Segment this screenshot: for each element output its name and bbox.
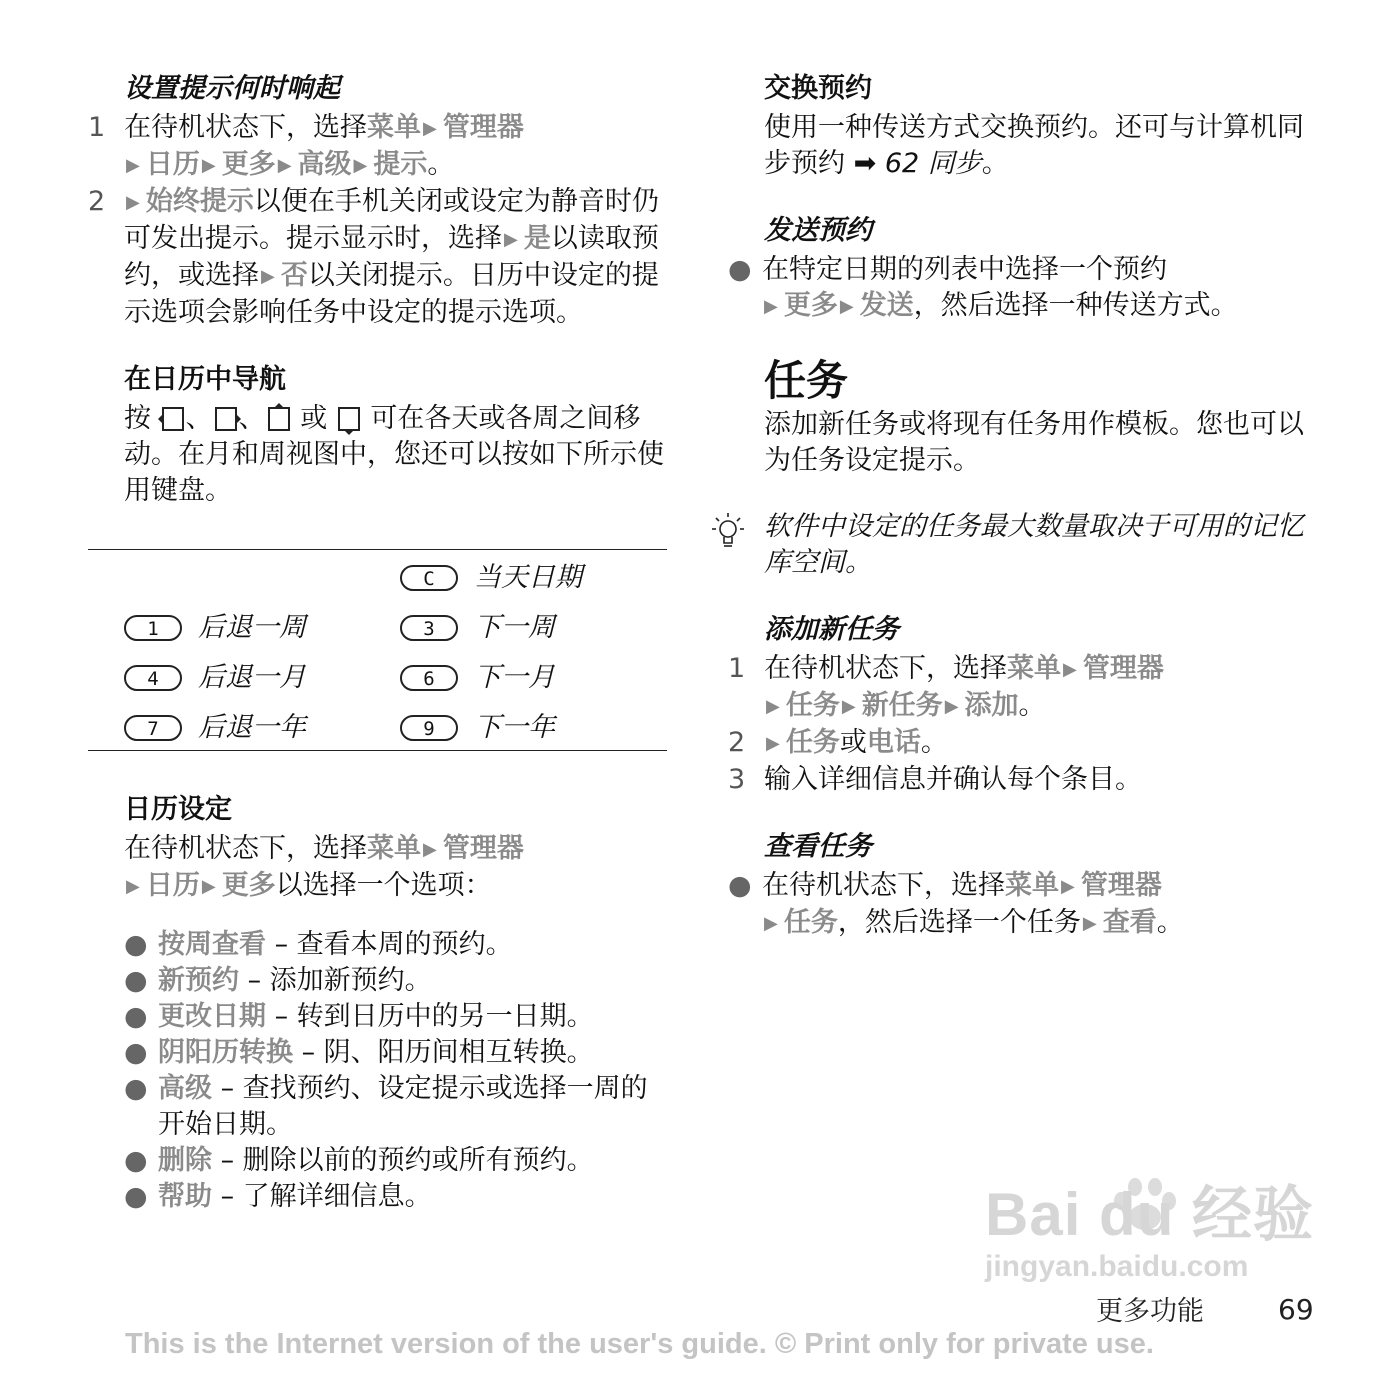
exchange-text: 使用一种传送方式交换预约。还可与计算机同步预约	[764, 112, 1304, 179]
menu-item-organizer: 管理器	[1080, 870, 1162, 901]
menu-item-menu: 菜单	[1007, 653, 1061, 684]
nav-text: 或	[300, 403, 328, 434]
key-7-icon: 7	[124, 715, 182, 741]
settings-heading: 日历设定	[124, 794, 232, 825]
menu-item-tasks: 任务	[785, 690, 840, 721]
send-heading: 发送预约	[764, 215, 872, 246]
tasks-paragraph: 添加新任务或将现有任务用作模板。您也可以为任务设定提示。	[764, 409, 1304, 476]
arrow-icon: ▶	[1063, 659, 1077, 680]
option-desc: – 添加新预约。	[239, 965, 432, 996]
option-desc: – 查看本周的预约。	[266, 929, 513, 960]
list-item	[124, 927, 673, 963]
arrow-icon: ▶	[423, 118, 437, 139]
option-term: 高级	[158, 1073, 212, 1104]
bullet-icon: ●	[124, 1181, 148, 1212]
key-label: 下一周	[474, 612, 555, 643]
option-no: 否	[280, 260, 308, 291]
menu-item-organizer: 管理器	[1082, 653, 1164, 684]
key-6-icon: 6	[400, 665, 458, 691]
punctuation: 。	[981, 148, 1009, 179]
add-task-heading: 添加新任务	[764, 614, 899, 645]
option-task: 任务	[785, 727, 840, 758]
menu-item-menu: 菜单	[1005, 870, 1059, 901]
menu-item-organizer: 管理器	[442, 112, 524, 143]
menu-item-more: 更多	[221, 149, 276, 180]
key-4-icon: 4	[124, 665, 182, 691]
option-desc: – 阴、阳历间相互转换。	[293, 1037, 594, 1068]
menu-item-more: 更多	[221, 870, 276, 901]
key-row-c	[400, 560, 582, 596]
arrow-icon: ▶	[261, 266, 275, 287]
option-term: 新预约	[158, 965, 239, 996]
menu-item-advanced: 高级	[297, 149, 352, 180]
bullet-icon: ●	[728, 870, 752, 901]
arrow-icon: ▶	[504, 229, 518, 250]
ref-arrow-icon: ➡	[853, 148, 877, 179]
arrow-icon: ▶	[764, 913, 778, 934]
key-3-icon: 3	[400, 615, 458, 641]
nav-up-key-icon	[268, 407, 290, 431]
bullet-icon: ●	[124, 1145, 148, 1176]
key-row-4	[124, 660, 306, 696]
step-text: 以便在手机关闭或设定为静音时仍可发出提示。提示显示时，选择	[124, 186, 659, 254]
send-item	[728, 252, 1328, 325]
option-term: 阴阳历转换	[158, 1037, 293, 1068]
tasks-heading: 任务	[764, 356, 849, 405]
add-step-1	[728, 651, 1328, 725]
key-label: 后退一周	[198, 612, 306, 643]
arrow-icon: ▶	[766, 733, 780, 754]
list-item	[124, 1179, 673, 1215]
bullet-icon: ●	[728, 254, 752, 285]
list-item	[124, 1035, 673, 1071]
arrow-icon: ▶	[126, 155, 140, 176]
remind-step-2	[88, 184, 673, 331]
option-always-remind: 始终提示	[145, 186, 254, 217]
arrow-icon: ▶	[839, 296, 854, 317]
punctuation: 。	[427, 149, 455, 180]
step-text: 以读取预约，或选择	[124, 223, 659, 291]
option-term: 删除	[158, 1145, 212, 1176]
list-item	[124, 963, 673, 999]
remind-heading: 设置提示何时响起	[124, 73, 340, 104]
view-text: 在待机状态下，选择	[762, 870, 1005, 901]
bullet-icon: ●	[124, 965, 148, 996]
list-item	[124, 1071, 673, 1143]
list-item	[124, 999, 673, 1035]
option-desc: – 了解详细信息。	[212, 1181, 432, 1212]
separator: 、	[185, 403, 213, 434]
key-row-6	[400, 660, 555, 696]
exchange-heading: 交换预约	[764, 73, 872, 104]
step-number: 1	[88, 112, 106, 143]
list-item	[124, 1143, 673, 1179]
arrow-icon: ▶	[126, 192, 140, 213]
baidu-watermark	[985, 1180, 1314, 1284]
tip-text: 软件中设定的任务最大数量取决于可用的记忆库空间。	[764, 511, 1304, 578]
view-task-heading: 查看任务	[764, 831, 872, 862]
settings-intro	[124, 831, 673, 905]
remind-step-1	[88, 110, 673, 184]
key-label: 下一月	[474, 662, 555, 693]
step-text: 输入详细信息并确认每个条目。	[764, 764, 1142, 795]
settings-list	[124, 927, 673, 1215]
bullet-icon: ●	[124, 929, 148, 960]
bullet-icon: ●	[124, 1037, 148, 1068]
view-item	[728, 868, 1328, 942]
right-column	[728, 70, 1328, 942]
nav-text: 按	[124, 403, 151, 434]
arrow-icon: ▶	[944, 696, 959, 717]
option-term: 按周查看	[158, 929, 266, 960]
option-yes: 是	[523, 223, 551, 254]
key-c-icon: C	[400, 565, 458, 591]
key-row-9	[400, 710, 555, 746]
menu-item-menu: 菜单	[367, 833, 421, 864]
exchange-paragraph	[764, 110, 1328, 182]
menu-item-tasks: 任务	[783, 907, 838, 938]
step-number: 2	[728, 727, 746, 758]
add-step-2	[728, 725, 1328, 762]
arrow-icon: ▶	[764, 296, 778, 317]
lightbulb-icon	[706, 511, 750, 555]
watermark-url: jingyan.baidu.com	[985, 1250, 1249, 1283]
option-term: 更改日期	[158, 1001, 266, 1032]
option-desc: – 查找预约、设定提示或选择一周的开始日期。	[158, 1073, 648, 1140]
arrow-icon: ▶	[1082, 913, 1097, 934]
punctuation: 。	[1018, 690, 1046, 721]
cross-reference: 62 同步	[884, 148, 982, 179]
key-label: 当天日期	[474, 562, 582, 593]
menu-item-more: 更多	[783, 290, 838, 321]
arrow-icon: ▶	[766, 696, 780, 717]
option-term: 帮助	[158, 1181, 212, 1212]
menu-item-add: 添加	[964, 690, 1019, 721]
bullet-icon: ●	[124, 1073, 148, 1104]
arrow-icon: ▶	[126, 876, 140, 897]
bullet-icon: ●	[124, 1001, 148, 1032]
page-number: 69	[1278, 1293, 1314, 1326]
footer-section-title: 更多功能	[1096, 1296, 1204, 1327]
send-text: 在特定日期的列表中选择一个预约	[762, 254, 1167, 285]
key-1-icon: 1	[124, 615, 182, 641]
punctuation: 。	[920, 727, 948, 758]
view-text: ，然后选择一个任务	[837, 907, 1081, 938]
arrow-icon: ▶	[1061, 876, 1075, 897]
separator: 、	[238, 403, 266, 434]
option-desc: – 删除以前的预约或所有预约。	[212, 1145, 594, 1176]
arrow-icon: ▶	[353, 155, 368, 176]
key-label: 后退一月	[198, 662, 306, 693]
step-number: 1	[728, 653, 746, 684]
key-row-1	[124, 610, 306, 646]
key-table	[88, 549, 667, 751]
arrow-icon: ▶	[201, 876, 216, 897]
step-number: 2	[88, 186, 106, 217]
nav-left-key-icon	[162, 407, 184, 431]
menu-item-menu: 菜单	[367, 112, 421, 143]
key-label: 下一年	[474, 712, 555, 743]
menu-item-calendar: 日历	[145, 870, 200, 901]
punctuation: 。	[1156, 907, 1184, 938]
option-desc: – 转到日历中的另一日期。	[266, 1001, 594, 1032]
nav-right-key-icon	[215, 407, 237, 431]
arrow-icon: ▶	[423, 839, 437, 860]
menu-item-reminders: 提示	[373, 149, 428, 180]
send-text: ，然后选择一种传送方式。	[913, 290, 1238, 321]
menu-item-view: 查看	[1102, 907, 1157, 938]
nav-down-key-icon	[338, 407, 360, 431]
settings-text: 在待机状态下，选择	[124, 833, 367, 864]
menu-item-send: 发送	[859, 290, 914, 321]
option-phone-call: 电话	[866, 727, 921, 758]
arrow-icon: ▶	[201, 155, 216, 176]
key-row-3	[400, 610, 555, 646]
tip-note	[728, 509, 1328, 581]
step-text: 在待机状态下，选择	[764, 653, 1007, 684]
arrow-icon: ▶	[277, 155, 292, 176]
menu-item-new-task: 新任务	[861, 690, 943, 721]
nav-heading: 在日历中导航	[124, 364, 286, 395]
left-column	[88, 70, 673, 1215]
key-9-icon: 9	[400, 715, 458, 741]
step-text: 或	[839, 727, 867, 758]
menu-item-calendar: 日历	[145, 149, 200, 180]
key-row-7	[124, 710, 306, 746]
key-label: 后退一年	[198, 712, 306, 743]
disclaimer-text: This is the Internet version of the user's guide. © Print only for private use.	[125, 1328, 1154, 1360]
arrow-icon: ▶	[841, 696, 856, 717]
step-number: 3	[728, 764, 746, 795]
step-text: 在待机状态下，选择	[124, 112, 367, 143]
settings-text: 以选择一个选项：	[275, 870, 492, 901]
nav-text: 可在各天或各周之间移动。在月和周视图中，您还可以按如下所示使用键盘。	[124, 403, 664, 506]
nav-paragraph	[124, 401, 673, 509]
menu-item-organizer: 管理器	[442, 833, 524, 864]
watermark-brand: Bai du 经验	[985, 1181, 1315, 1248]
add-step-3	[728, 762, 1328, 798]
step-text: 以关闭提示。日历中设定的提示选项会影响任务中设定的提示选项。	[124, 260, 659, 328]
